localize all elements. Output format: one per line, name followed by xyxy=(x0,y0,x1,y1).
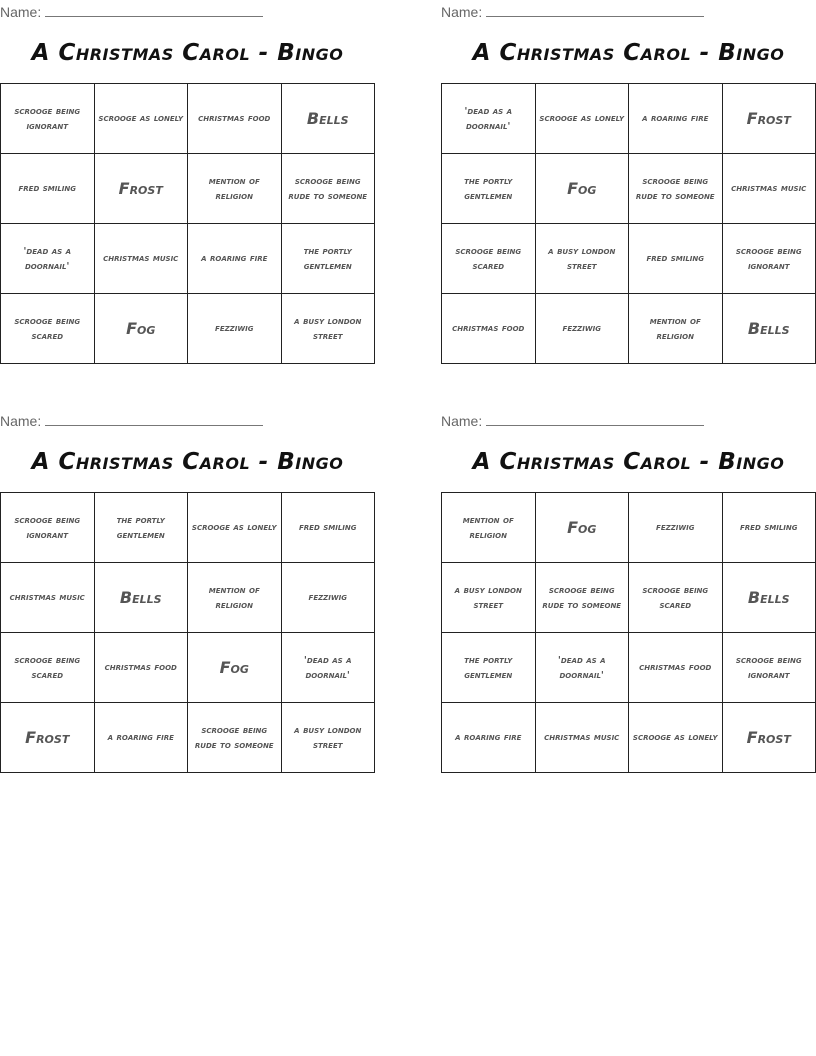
bingo-grid xyxy=(0,83,375,364)
bingo-cell: fezziwig xyxy=(535,294,629,364)
bingo-grid xyxy=(441,492,816,773)
bingo-row xyxy=(442,493,816,563)
bingo-cell: mention of religion xyxy=(442,493,536,563)
bingo-cell: christmas food xyxy=(629,633,723,703)
bingo-cell: scrooge being scared xyxy=(1,633,95,703)
bingo-cell: Bells xyxy=(94,563,188,633)
bingo-cell: scrooge being rude to someone xyxy=(188,703,282,773)
bingo-cell: the portly gentlemen xyxy=(442,154,536,224)
bingo-cell: christmas food xyxy=(188,84,282,154)
bingo-cell: christmas music xyxy=(94,224,188,294)
bingo-cell: Frost xyxy=(1,703,95,773)
bingo-cell: 'dead as a doornail' xyxy=(535,633,629,703)
bingo-cell: christmas food xyxy=(442,294,536,364)
bingo-cell: christmas food xyxy=(94,633,188,703)
bingo-cell: the portly gentlemen xyxy=(94,493,188,563)
bingo-cell: a roaring fire xyxy=(188,224,282,294)
bingo-row xyxy=(442,633,816,703)
bingo-cell: scrooge being ignorant xyxy=(1,84,95,154)
name-label: Name: xyxy=(441,413,483,429)
bingo-cell: fezziwig xyxy=(281,563,375,633)
card-title: A Christmas Carol - Bingo xyxy=(472,449,785,475)
bingo-cell: scrooge being scared xyxy=(442,224,536,294)
name-line[interactable] xyxy=(486,412,704,426)
bingo-cell: scrooge being scared xyxy=(629,563,723,633)
name-field xyxy=(0,3,263,20)
bingo-cell: 'dead as a doornail' xyxy=(281,633,375,703)
card-title: A Christmas Carol - Bingo xyxy=(31,40,344,66)
bingo-cell: mention of religion xyxy=(188,154,282,224)
bingo-cell: a roaring fire xyxy=(94,703,188,773)
bingo-cell: fred smiling xyxy=(629,224,723,294)
name-label: Name: xyxy=(441,4,483,20)
bingo-row xyxy=(1,154,375,224)
bingo-cell: 'dead as a doornail' xyxy=(442,84,536,154)
bingo-cell: mention of religion xyxy=(188,563,282,633)
bingo-cell: Bells xyxy=(722,563,816,633)
bingo-cell: Bells xyxy=(722,294,816,364)
name-field xyxy=(0,412,263,429)
bingo-cell: scrooge as lonely xyxy=(629,703,723,773)
bingo-cell: christmas music xyxy=(535,703,629,773)
bingo-cell: Fog xyxy=(535,154,629,224)
bingo-cell: Fog xyxy=(535,493,629,563)
name-label: Name: xyxy=(0,4,42,20)
bingo-cell: christmas music xyxy=(1,563,95,633)
bingo-cell: scrooge as lonely xyxy=(188,493,282,563)
name-field xyxy=(441,412,704,429)
bingo-cell: a busy london street xyxy=(281,703,375,773)
bingo-cell: mention of religion xyxy=(629,294,723,364)
bingo-cell: scrooge being rude to someone xyxy=(629,154,723,224)
bingo-cell: a busy london street xyxy=(442,563,536,633)
bingo-row xyxy=(1,224,375,294)
name-label: Name: xyxy=(0,413,42,429)
bingo-cell: scrooge being ignorant xyxy=(722,224,816,294)
bingo-cell: fred smiling xyxy=(281,493,375,563)
name-field xyxy=(441,3,704,20)
bingo-row xyxy=(442,703,816,773)
bingo-cell: a busy london street xyxy=(281,294,375,364)
bingo-cell: Fog xyxy=(188,633,282,703)
bingo-cell: fred smiling xyxy=(722,493,816,563)
bingo-cell: a busy london street xyxy=(535,224,629,294)
bingo-row xyxy=(1,84,375,154)
bingo-row xyxy=(1,563,375,633)
bingo-row xyxy=(442,563,816,633)
name-line[interactable] xyxy=(45,412,263,426)
bingo-cell: the portly gentlemen xyxy=(281,224,375,294)
bingo-grid xyxy=(441,83,816,364)
bingo-row xyxy=(1,703,375,773)
bingo-row xyxy=(1,294,375,364)
bingo-cell: Frost xyxy=(722,703,816,773)
bingo-cell: scrooge being rude to someone xyxy=(281,154,375,224)
bingo-cell: Frost xyxy=(94,154,188,224)
bingo-cell: Fog xyxy=(94,294,188,364)
bingo-cell: Bells xyxy=(281,84,375,154)
card-title: A Christmas Carol - Bingo xyxy=(31,449,344,475)
bingo-cell: scrooge being scared xyxy=(1,294,95,364)
bingo-cell: fezziwig xyxy=(629,493,723,563)
bingo-row xyxy=(1,493,375,563)
bingo-cell: 'dead as a doornail' xyxy=(1,224,95,294)
bingo-cell: scrooge being ignorant xyxy=(1,493,95,563)
bingo-cell: a roaring fire xyxy=(629,84,723,154)
name-line[interactable] xyxy=(486,3,704,17)
bingo-row xyxy=(442,154,816,224)
bingo-cell: Frost xyxy=(722,84,816,154)
bingo-row xyxy=(442,294,816,364)
bingo-cell: scrooge as lonely xyxy=(535,84,629,154)
bingo-row xyxy=(1,633,375,703)
bingo-cell: christmas music xyxy=(722,154,816,224)
bingo-cell: scrooge as lonely xyxy=(94,84,188,154)
bingo-grid xyxy=(0,492,375,773)
card-title: A Christmas Carol - Bingo xyxy=(472,40,785,66)
bingo-row xyxy=(442,224,816,294)
bingo-cell: the portly gentlemen xyxy=(442,633,536,703)
bingo-cell: a roaring fire xyxy=(442,703,536,773)
bingo-cell: fezziwig xyxy=(188,294,282,364)
bingo-cell: scrooge being rude to someone xyxy=(535,563,629,633)
bingo-cell: fred smiling xyxy=(1,154,95,224)
bingo-row xyxy=(442,84,816,154)
name-line[interactable] xyxy=(45,3,263,17)
bingo-cell: scrooge being ignorant xyxy=(722,633,816,703)
